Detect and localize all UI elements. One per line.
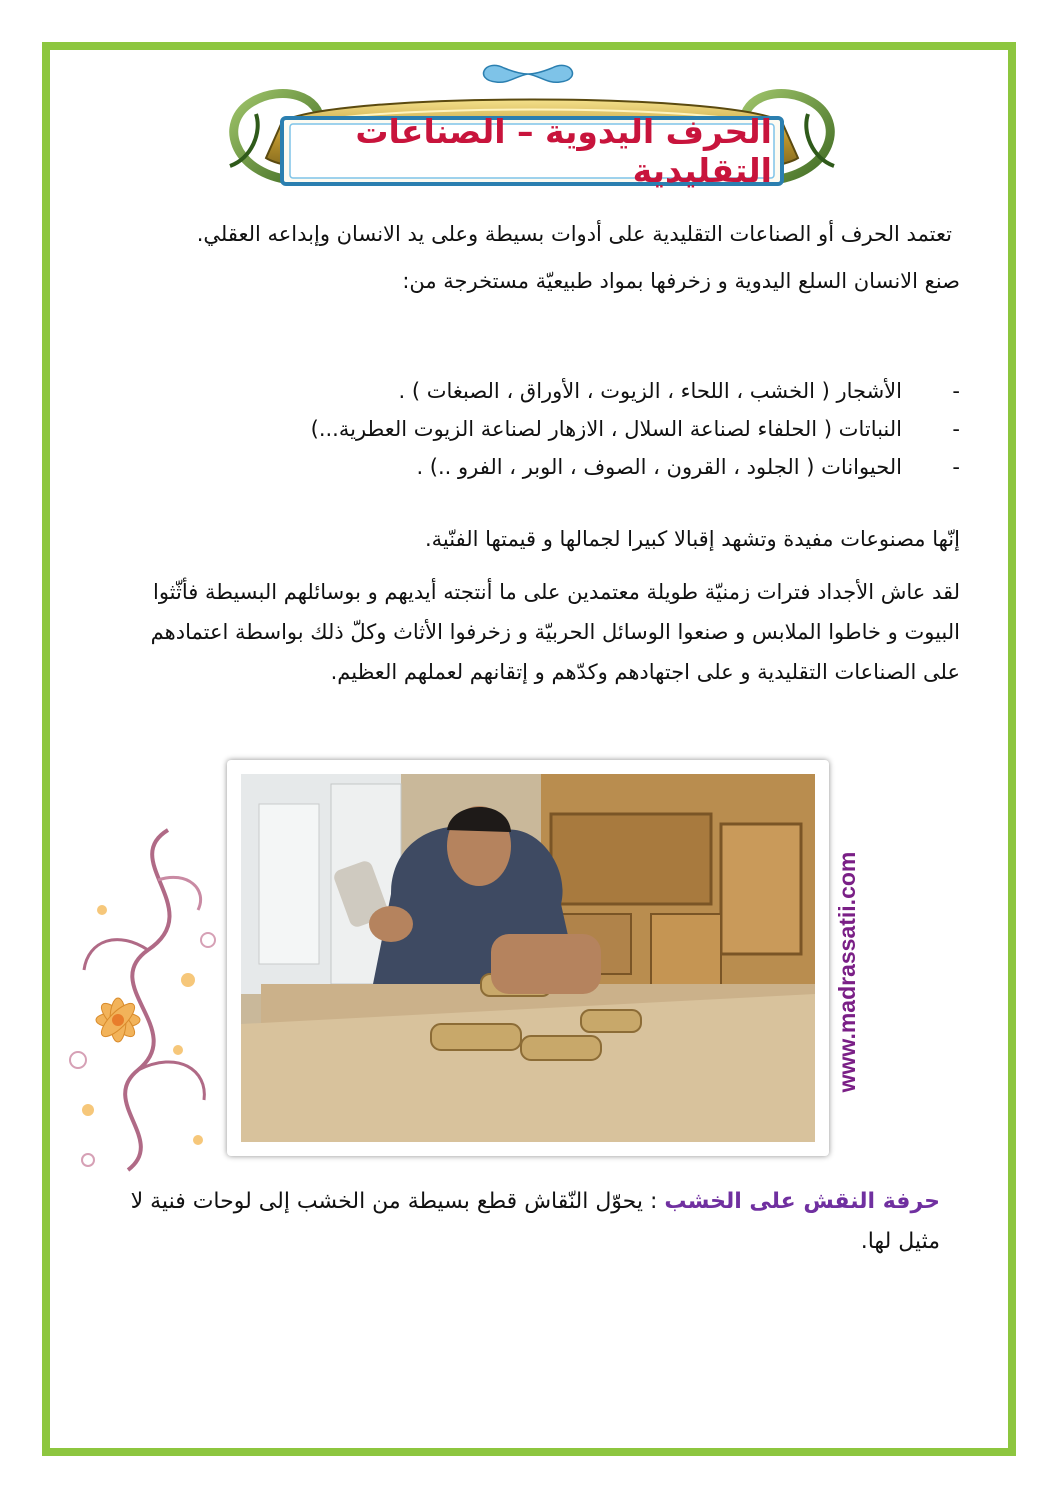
- list-item: - الأشجار ( الخشب ، اللحاء ، الزيوت ، الأوراق ، الصبغات ) .: [398, 379, 960, 403]
- photo-frame: [227, 760, 829, 1156]
- usefulness-paragraph: إنّها مصنوعات مفيدة وتشهد إقبالا كبيرا لجمالها و قيمتها الفنّية.: [424, 527, 960, 551]
- materials-list-section: [110, 372, 960, 486]
- list-item: - الحيوانات ( الجلود ، القرون ، الصوف ، الوبر ، الفرو ..) .: [416, 455, 960, 479]
- watermark-text: www.madrassatii.com: [834, 851, 861, 1093]
- body-section: [110, 520, 960, 692]
- materials-lead: صنع الانسان السلع اليدوية و زخرفها بمواد طبيعيّة مستخرجة من:: [402, 269, 960, 293]
- caption-separator: :: [643, 1189, 665, 1214]
- floral-flourish-ornament: [58, 820, 228, 1180]
- caption-description: يحوّل النّقاش قطع بسيطة من الخشب إلى لوحات فنية لا مثيل لها.: [130, 1189, 940, 1254]
- intro-paragraph: تعتمد الحرف أو الصناعات التقليدية على أدوات بسيطة وعلى يد الانسان وإبداعه العقلي.: [196, 222, 952, 246]
- materials-list: [110, 372, 960, 486]
- history-paragraph: لقد عاش الأجداد فترات زمنيّة طويلة معتمدين على ما أنتجته أيديهم و بوسائلهم البسيطة فأثّثوا البيوت و خاطوا الملابس و صنعوا الوسائل الحربيّة و زخرفوا الأثاث وكلّ ذلك بواسطة اعتمادهم على الصناعات التقليدية و على اجتهادهم وكدّهم و إتقانهم لعملهم العظيم.: [150, 580, 960, 684]
- craft-name: حرفة النقش على الخشب: [664, 1189, 940, 1214]
- list-item: - النباتات ( الحلفاء لصناعة السلال ، الازهار لصناعة الزيوت العطرية...): [310, 417, 960, 441]
- photo-caption: [110, 1182, 940, 1262]
- woodcarving-photo: [241, 774, 815, 1142]
- page-title: الحرف اليدوية – الصناعات التقليدية: [355, 112, 772, 190]
- site-watermark: [823, 822, 875, 1122]
- intro-section: [110, 212, 960, 300]
